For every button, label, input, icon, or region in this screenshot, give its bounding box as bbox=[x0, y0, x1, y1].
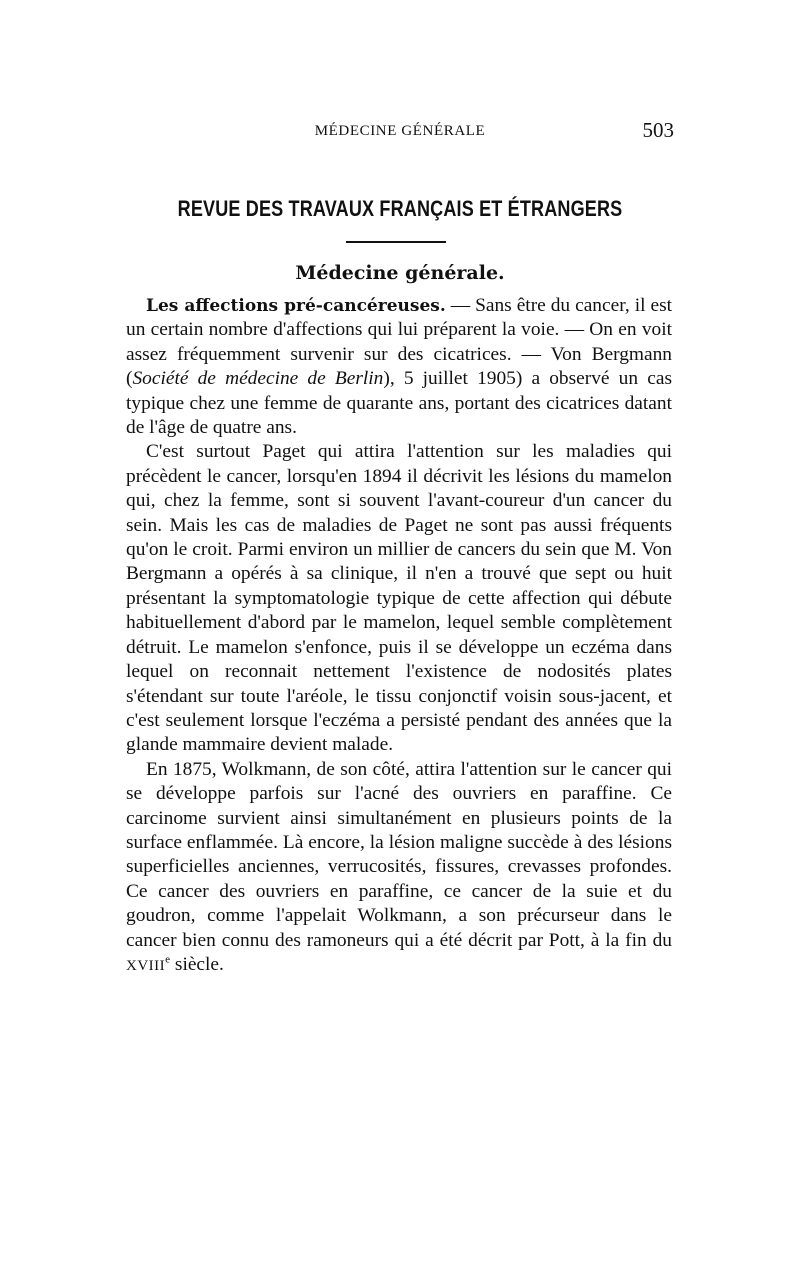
paragraph-1-text-b: ), 5 juillet 1905) a observé un cas typique chez une femme de quarante ans, portant des cicatrices datant de l'âge de quatre ans. bbox=[126, 368, 672, 439]
citation-journal: Société de médecine de Berlin bbox=[132, 368, 384, 390]
article-lead: Les affections pré-cancéreuses. bbox=[146, 296, 446, 316]
paragraph-3 bbox=[126, 758, 672, 979]
subsection-title: Médecine générale. bbox=[295, 262, 505, 284]
paragraph-3-text-b: siècle. bbox=[170, 953, 224, 975]
century-numeral: XVIII bbox=[126, 957, 166, 974]
paragraph-1 bbox=[126, 294, 672, 440]
century-superscript: e bbox=[165, 953, 171, 966]
paragraph-2: C'est surtout Paget qui attira l'attention sur les maladies qui précèdent le cancer, lorsqu'en 1894 il décrivit les lésions du mamelon qui, chez la femme, sont si souvent l'avant-coureur d'un cancer du sein. Mais les cas de maladies de Paget ne sont pas aussi fréquents qu'on le croit. Parmi environ un millier de cancers du sein que M. Von Bergmann a opérés à sa clinique, il n'en a trouvé que sept ou huit présentant la symptomatologie typique de cette affection qui débute habituellement d'abord par le mamelon, lequel semble complètement détruit. Le mamelon s'enfonce, puis il se développe un eczéma dans lequel on reconnait nettement l'existence de nodosités plates s'étendant sur toute l'aréole, le tissu conjonctif voisin sous-jacent, et c'est seulement lorsque l'eczéma a persisté pendant des années que la glande mammaire devient malade. bbox=[126, 441, 672, 756]
paragraph-3-text-a: En 1875, Wolkmann, de son côté, attira l'attention sur le cancer qui se développe parfois sur l'acné des ouvriers en paraffine. Ce carcinome survient ainsi simultanément en plusieurs points de la surface enflammée. Là encore, la lésion maligne succède à des lésions superficielles anciennes, verrucosités, fissures, crevasses profondes. Ce cancer des ouvriers en paraffine, ce cancer de la suie et du goudron, comme l'appelait Wolkmann, a son précurseur dans le cancer bien connu des ramoneurs qui a été décrit par Pott, à la fin du bbox=[126, 758, 672, 951]
section-title: REVUE DES TRAVAUX FRANÇAIS ET ÉTRANGERS bbox=[177, 196, 623, 221]
page-number: 503 bbox=[642, 118, 674, 142]
running-title: MÉDECINE GÉNÉRALE bbox=[314, 123, 486, 139]
article-body bbox=[126, 294, 672, 978]
title-divider bbox=[346, 241, 446, 243]
paragraph-1-text-a: — Sans être du cancer, il est un certain nombre d'affections qui lui préparent la voie. — On en voit assez fréquemment survenir sur des cicatrices. — Von Bergmann ( bbox=[126, 295, 672, 390]
running-head bbox=[124, 119, 676, 143]
